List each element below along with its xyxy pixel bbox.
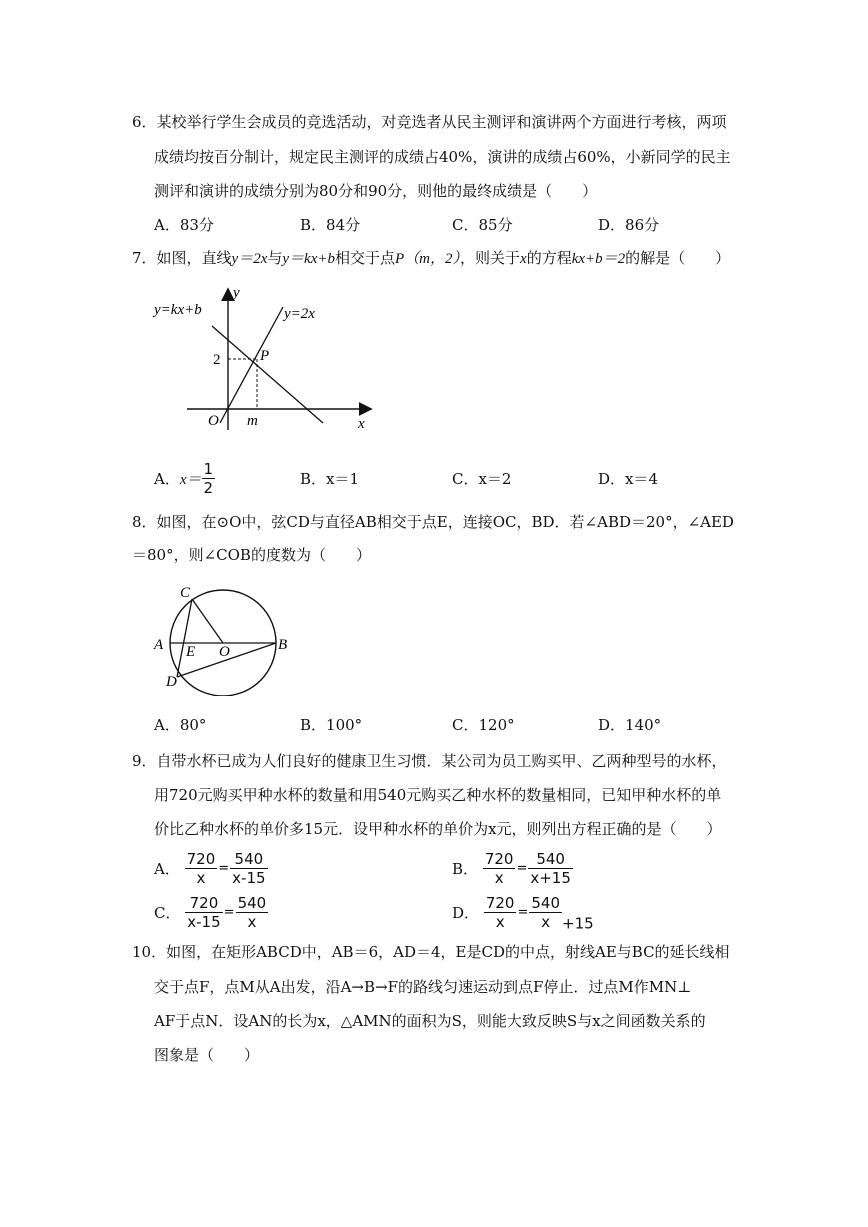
q10-line-2: 交于点F，点M从A出发，沿A→B→F的路线匀速运动到点F停止．过点M作MN⊥ <box>154 978 692 996</box>
q9-line-3: 价比乙种水杯的单价多15元．设甲种水杯的单价为x元，则列出方程正确的是（ ） <box>154 820 722 838</box>
q9-b-equals: = <box>516 861 528 876</box>
q6-option-c: C．85分 <box>452 216 513 234</box>
q8-label-d: D <box>166 674 177 690</box>
q9-b-num-right: 540 <box>528 850 573 869</box>
q7-var: x <box>520 251 527 267</box>
q8-label-o: O <box>219 644 230 660</box>
q9-b-den-right: x+15 <box>530 869 571 887</box>
q7-tick-x: m <box>247 413 258 429</box>
q7-stem-e: 的方程 <box>526 249 572 267</box>
q7-point-p: P <box>260 348 270 364</box>
q9-option-c-label: C． <box>154 904 181 922</box>
q9-option-a-label: A． <box>154 860 180 878</box>
q9-line-2: 用720元购买甲种水杯的数量和用540元购买乙种水杯的数量相同，已知甲种水杯的单 <box>154 786 722 804</box>
q8-label-e: E <box>186 644 196 660</box>
q9-d-tail: +15 <box>562 914 594 933</box>
q9-option-d-label: D． <box>452 904 480 922</box>
q9-c-num-left: 720 <box>185 894 222 913</box>
q7-stem-d: ，则关于 <box>460 249 521 267</box>
q7-stem <box>132 248 730 269</box>
q7-eq-3: kx+b＝2 <box>571 251 626 267</box>
q10-line-3: AF于点N．设AN的长为x，△AMN的面积为S，则能大致反映S与x之间函数关系的 <box>154 1012 706 1030</box>
q7-option-a-num: 1 <box>203 460 214 478</box>
q8-line-2: ＝80°，则∠COB的度数为（ ） <box>132 546 371 564</box>
q9-d-num-left: 720 <box>485 894 515 912</box>
q8-segment-oc <box>192 599 223 643</box>
q8-label-a: A <box>154 637 164 653</box>
q7-option-a-label: A． <box>154 470 180 488</box>
q9-d-num-right: 540 <box>531 894 560 912</box>
q9-line-1: 9．自带水杯已成为人们良好的健康卫生习惯．某公司为员工购买甲、乙两种型号的水杯， <box>132 752 727 770</box>
q7-label-2x: y=2x <box>284 306 315 322</box>
q7-option-a <box>154 460 215 497</box>
q8-option-a: A．80° <box>154 716 207 734</box>
q7-option-a-var: x＝ <box>179 472 202 488</box>
q6-option-d: D．86分 <box>598 216 660 234</box>
q8-option-d: D．140° <box>598 716 662 734</box>
q9-a-num-left: 720 <box>186 850 216 868</box>
q8-label-c: C <box>180 585 191 601</box>
q9-option-a-frac-right <box>230 850 267 887</box>
q7-stem-c: 相交于点 <box>335 249 396 267</box>
q7-point: P（m，2） <box>395 251 461 267</box>
q8-option-b: B．100° <box>300 716 363 734</box>
q6-line-1: 6．某校举行学生会成员的竞选活动，对竞选者从民主测评和演讲两个方面进行考核，两项 <box>132 113 727 131</box>
q6-option-b: B．84分 <box>300 216 361 234</box>
q9-c-num-right: 540 <box>237 894 267 912</box>
q7-option-d: D．x＝4 <box>598 470 659 488</box>
q7-line-2x <box>220 307 283 423</box>
q7-option-c: C．x＝2 <box>452 470 512 488</box>
q9-option-b-label: B． <box>452 860 479 878</box>
q10-line-1: 10．如图，在矩形ABCD中，AB＝6，AD＝4，E是CD的中点，射线AE与BC的延长线相 <box>132 943 730 961</box>
q9-c-den-right: x <box>247 913 257 931</box>
q9-a-num-right: 540 <box>230 850 267 869</box>
q9-option-c-frac-left <box>185 894 222 931</box>
q7-eq-1: y＝2x <box>231 251 268 267</box>
q9-option-a-frac-left <box>185 850 218 887</box>
q10-line-4: 图象是（ ） <box>154 1046 260 1064</box>
q7-tick-y: 2 <box>213 352 221 368</box>
q6-option-a: A．83分 <box>154 216 214 234</box>
q9-option-c <box>154 894 268 931</box>
q7-eq-2: y＝kx+b <box>282 251 335 267</box>
q9-c-equals: = <box>223 905 235 920</box>
q7-label-kxb: y=kx+b <box>154 302 202 318</box>
q7-stem-b: 与 <box>267 249 283 267</box>
q9-option-d <box>452 894 594 933</box>
q8-line-1: 8．如图，在⊙O中，弦CD与直径AB相交于点E，连接OC，BD．若∠ABD＝20°，∠AED <box>132 513 734 531</box>
q9-option-c-frac-right <box>236 894 269 931</box>
q9-a-equals: = <box>218 861 230 876</box>
q9-d-den-left: x <box>495 913 505 931</box>
q8-label-b: B <box>278 637 288 653</box>
q9-option-d-frac-left <box>484 894 517 931</box>
q9-b-num-left: 720 <box>484 850 514 868</box>
q9-d-den-right: x <box>541 913 551 931</box>
q7-option-a-fraction <box>202 460 216 497</box>
q7-stem-f: 的解是（ ） <box>625 249 731 267</box>
q7-stem-a: 7．如图，直线 <box>132 249 232 267</box>
q7-figure <box>150 280 380 440</box>
q9-a-den-left: x <box>196 869 206 887</box>
q9-option-b-frac-left <box>483 850 516 887</box>
q7-option-b: B．x＝1 <box>300 470 360 488</box>
q6-line-2: 成绩均按百分制计，规定民主测评的成绩占40%，演讲的成绩占60%，小新同学的民主 <box>154 148 731 166</box>
q9-c-den-left: x-15 <box>187 913 221 931</box>
q7-y-axis-label: y <box>233 285 240 301</box>
q7-option-a-den: 2 <box>203 479 214 497</box>
q7-x-axis-label: x <box>358 416 365 432</box>
q6-line-3: 测评和演讲的成绩分别为80分和90分，则他的最终成绩是（ ） <box>154 182 598 200</box>
q9-option-d-frac-right <box>529 894 562 931</box>
q9-option-b-frac-right <box>528 850 573 887</box>
q9-option-a <box>154 850 268 887</box>
q9-option-b <box>452 850 573 887</box>
q9-d-equals: = <box>517 905 529 920</box>
q8-figure <box>150 578 300 696</box>
q9-a-den-right: x-15 <box>232 869 266 887</box>
q9-b-den-left: x <box>494 869 504 887</box>
q8-chord-cd <box>177 599 192 677</box>
q7-origin-label: O <box>208 413 219 429</box>
q8-option-c: C．120° <box>452 716 515 734</box>
